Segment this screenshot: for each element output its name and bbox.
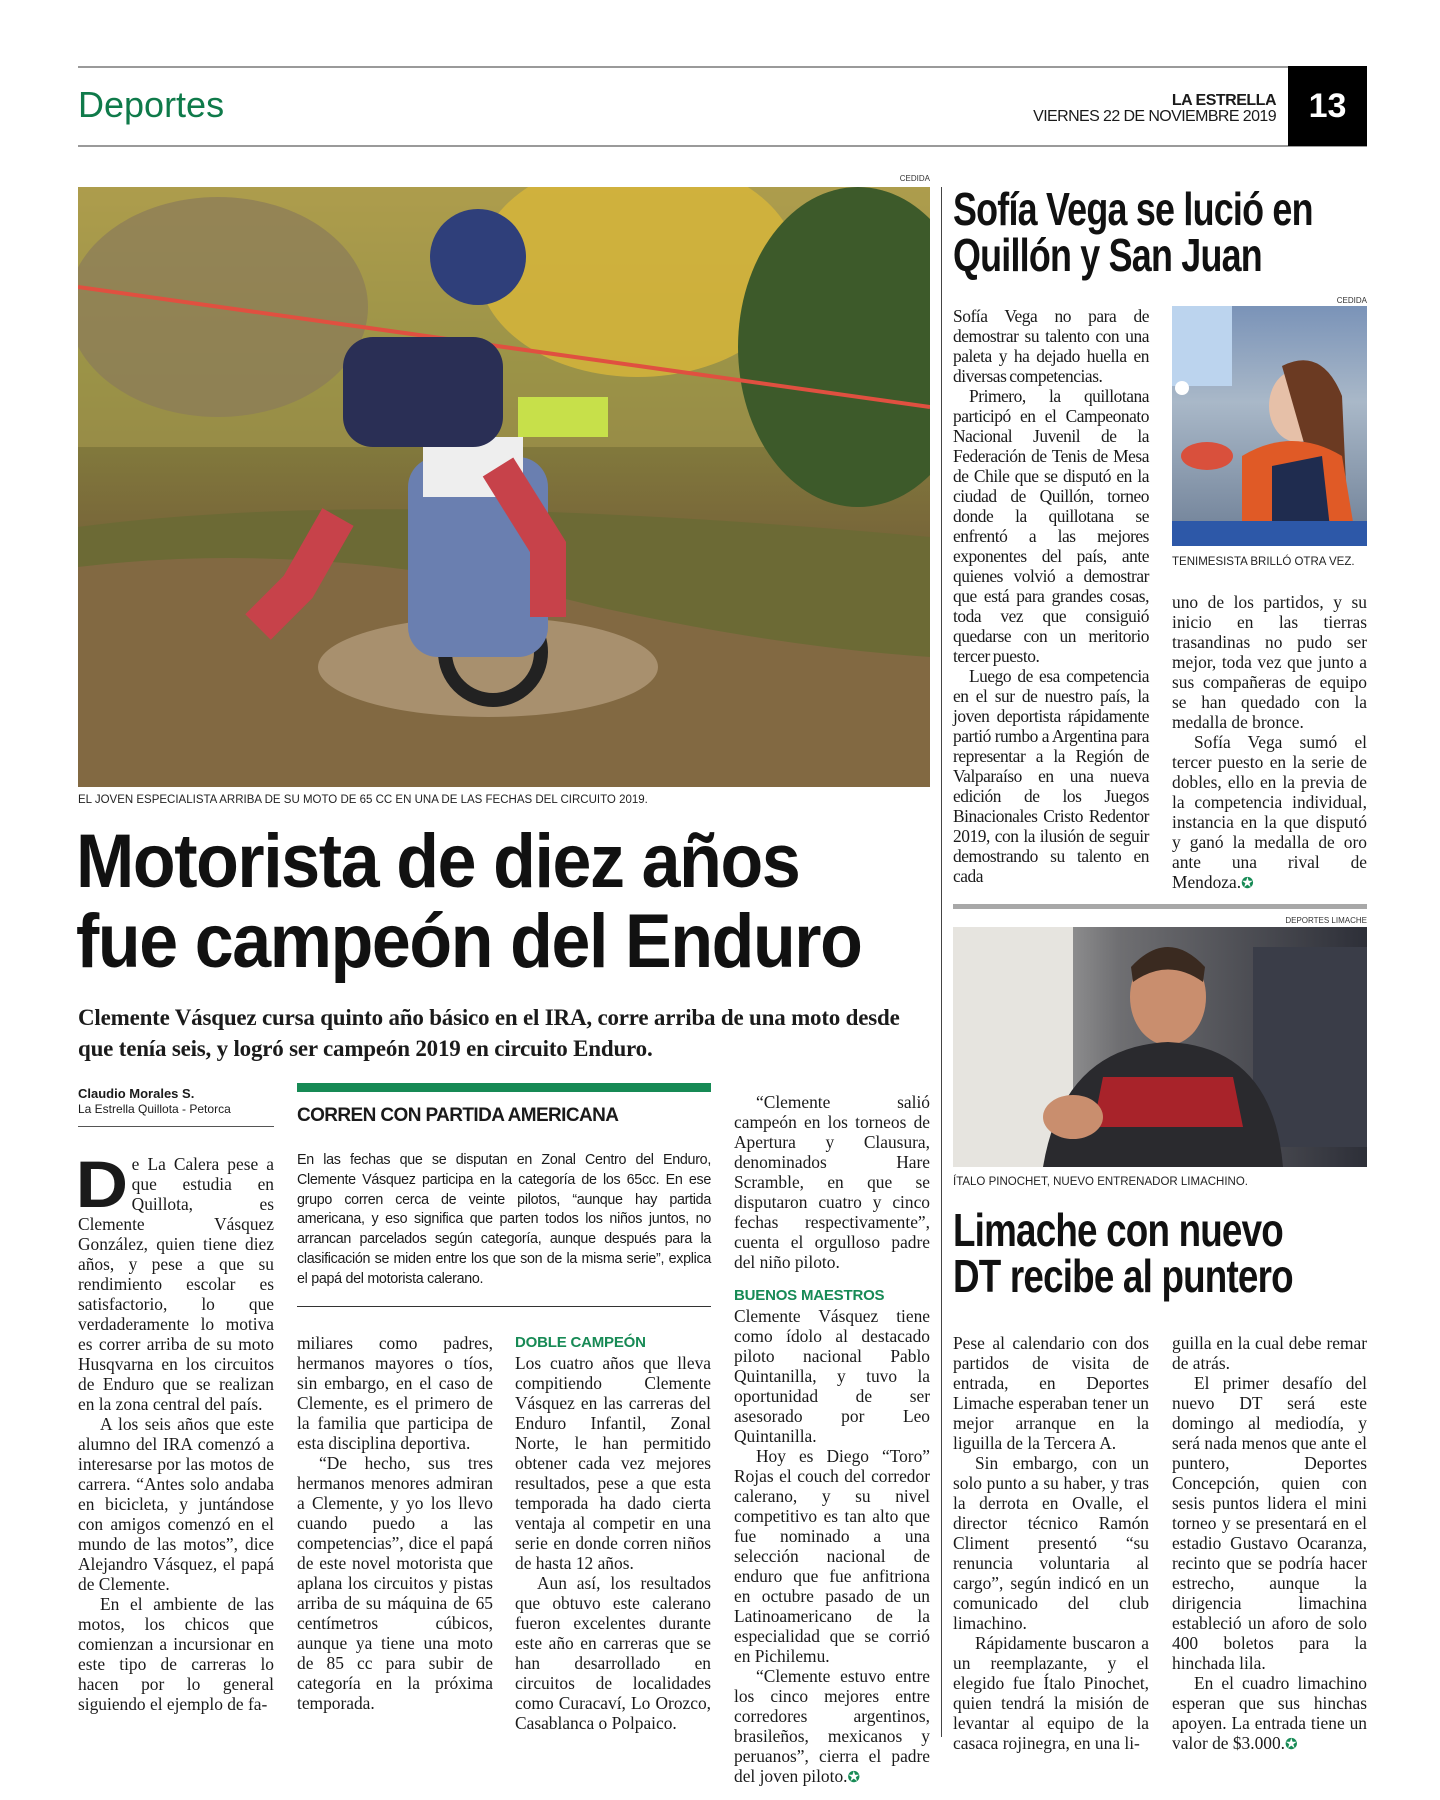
main-photo [78,187,930,787]
limache-photo [953,927,1367,1167]
sofia-photo [1172,306,1367,546]
main-subheadline: Clemente Vásquez cursa quinto año básico en el IRA, corre arriba de una moto desde que tenía seis, y logró ser campeón 2019 en circuito Enduro. [78,1005,900,1061]
main-col2 [297,1333,493,1713]
main-photo-credit: CEDIDA [899,174,930,183]
header-top-rule [78,66,1367,68]
main-headline-line1: Motorista de diez años [76,819,800,904]
limache-headline-line1: Limache con nuevo [953,1204,1283,1256]
paragraph: Sin embargo, con un solo punto a su haber, y tras la derrota en Ovalle, el director técnico Ramón Climent presentó “su renuncia voluntaria al cargo”, según indicó en un comunicado del club limachino. [953,1453,1149,1633]
byline-outlet: La Estrella Quillota - Petorca [78,1102,231,1116]
byline-rule [78,1126,274,1127]
sidebar-box-title: CORREN CON PARTIDA AMERICANA [297,1105,619,1126]
paragraph: Aun así, los resultados que obtuvo este calerano fueron excelentes durante este año en carreras que se han desarrollado en circuitos de localidades como Curacaví, Lo Orozco, Casablanca o Polpaico. [515,1573,711,1733]
sofia-col2 [1172,592,1367,894]
end-mark-icon: ✪ [847,1770,861,1786]
limache-photo-credit: DEPORTES LIMACHE [1285,916,1367,925]
sofia-col1 [953,306,1149,886]
lead-paragraph: De La Calera pese a que estudia en Quillota, es Clemente Vásquez González, quien tiene diez años, y pese a que su rendimiento escolar es satisfactorio, lo que verdaderamente lo motiva es correr arriba de su moto Husqvarna en los circuitos de Enduro que se realizan en la zona central del país. [75,1147,274,1414]
paragraph: miliares como padres, hermanos mayores o tíos, sin embargo, en el caso de Clemente, es el primero de la familia que participa de esta disciplina deportiva. [297,1333,493,1453]
paragraph: Hoy es Diego “Toro” Rojas el couch del corredor calerano, y su nivel competitivo es tan alto que fue nominado a una selección nacional de enduro que fue anfitriona en octubre pasado de un Latinoamericano de la especialidad que se corrió en Pichilemu. [734,1446,930,1666]
section-heading-buenos-maestros: BUENOS MAESTROS [734,1287,885,1304]
sofia-photo-credit: CEDIDA [1336,296,1367,305]
limache-col2 [1172,1333,1367,1755]
end-mark-icon: ✪ [1285,1737,1298,1753]
column-divider [941,187,942,1737]
issue-date: VIERNES 22 DE NOVIEMBRE 2019 [1033,108,1276,125]
sofia-headline-line1: Sofía Vega se lució en [953,183,1313,235]
drop-cap: D [75,1147,129,1221]
paragraph: Primero, la quillotana participó en el Campeonato Nacional Juvenil de la Federación de Tenis de Mesa de Chile que se disputó en la ciudad de Quillón, torneo donde la quillotana se enfrentó a las mejores exponentes del país, ante quienes volvió a demostrar que está para grandes cosas, toda vez que consiguió quedarse con un meritorio tercer puesto. [953,386,1149,666]
paragraph: El primer desafío del nuevo DT será este domingo al mediodía, y será nada menos que ante el puntero, Deportes Concepción, quien con sesis puntos lidera el mini torneo y se presentará en el estadio Gustavo Ocaranza, recinto que se podría hacer estrecho, aunque la dirigencia limachina estableció un aforo de solo 400 boletos para la hinchada lila. [1172,1373,1367,1673]
paragraph: Rápidamente buscaron a un reemplazante, y el elegido fue Ítalo Pinochet, quien tendrá la misión de levantar al equipo de la casaca rojinegra, en una li- [953,1633,1149,1753]
sofia-photo-caption: TENIMESISTA BRILLÓ OTRA VEZ. [1172,556,1355,568]
paragraph: En el cuadro limachino esperan que sus hinchas apoyen. La entrada tiene un valor de $3.000.✪ [1172,1673,1367,1753]
paragraph: A los seis años que este alumno del IRA comenzó a interesarse por las motos de carrera. “Antes solo andaba en bicicleta, y juntándose con amigos comenzó en el mundo de las motos”, dice Alejandro Vásquez, el papá de Clemente. [78,1414,274,1594]
paragraph: “Clemente estuvo entre los cinco mejores entre corredores argentinos, brasileños, mexicanos y peruanos”, cierra el padre del joven piloto.✪ [734,1666,930,1786]
coach-portrait-illustration [953,927,1367,1167]
paragraph: Sofía Vega sumó el tercer puesto en la serie de dobles, ello en la previa de la competencia individual, instancia en la que disputó y ganó la medalla de oro ante una rival de Mendoza.✪ [1172,732,1367,892]
section-heading-doble-campeon: DOBLE CAMPEÓN [515,1334,646,1351]
paragraph: Sofía Vega no para de demostrar su talento con una paleta y ha dejado huella en diversas competencias. [953,306,1149,386]
section-title: Deportes [78,84,225,125]
paragraph: Luego de esa competencia en el sur de nuestro país, la joven deportista rápidamente partió rumbo a Argentina para representar a la Región de Valparaíso en una nueva edición de los Juegos Binacionales Cristo Redentor 2019, con la ilusión de seguir demostrando su talento en cada [953,666,1149,886]
header-bottom-rule [78,145,1367,147]
paragraph: “De hecho, sus tres hermanos menores admiran a Clemente, y yo los llevo cuando puedo a las competencias”, dice el papá de este novel motorista que aplana los circuitos y pistas arriba de su máquina de 65 centímetros cúbicos, aunque ya tiene una moto de 85 cc para subir de categoría en la próxima temporada. [297,1453,493,1713]
paragraph: Clemente Vásquez tiene como ídolo al destacado piloto nacional Pablo Quintanilla, y tuvo la oportunidad de ser asesorado por Leo Quintanilla. [734,1306,930,1446]
paragraph: Pese al calendario con dos partidos de visita de entrada, en Deportes Limache esperaban tener un mejor arranque en la liguilla de la Tercera A. [953,1333,1149,1453]
paragraph: “Clemente salió campeón en los torneos de Apertura y Clausura, denominados Hare Scramble, en que se disputaron cuatro y cinco fechas respectivamente”, cuenta el orgulloso padre del niño piloto. [734,1092,930,1272]
paragraph: uno de los partidos, y su inicio en las tierras trasandinas no pudo ser mejor, toda vez que junto a sus compañeras de equipo se han quedado con la medalla de bronce. [1172,592,1367,732]
paragraph: En el ambiente de las motos, los chicos que comienzan a incursionar en este tipo de carreras lo hacen por lo general siguiendo el ejemplo de fa- [78,1594,274,1714]
byline-name: Claudio Morales S. [78,1086,195,1101]
sidebar-box-top-bar [297,1083,711,1092]
limache-col1 [953,1333,1149,1753]
main-col1 [75,1147,274,1714]
main-headline-line2: fue campeón del Enduro [76,899,862,984]
main-col4 [734,1092,930,1788]
end-mark-icon: ✪ [1241,876,1254,892]
limache-photo-caption: ÍTALO PINOCHET, NUEVO ENTRENADOR LIMACHINO. [953,1176,1248,1188]
section-separator [953,904,1367,909]
paper-name: LA ESTRELLA [1171,92,1276,109]
page-number: 13 [1288,66,1367,146]
paragraph: guilla en la cual debe remar de atrás. [1172,1333,1367,1373]
table-tennis-player-illustration [1172,306,1367,546]
limache-headline-line2: DT recibe al puntero [953,1250,1293,1302]
sidebar-box-text: En las fechas que se disputan en Zonal Centro del Enduro, Clemente Vásquez participa en la categoría de los 65cc. En ese grupo corren cerca de veinte pilotos, “aunque hay partida americana, y eso significa que parten todos los niños juntos, no arrancan parcelados según categoría, aunque después para la clasificación se miden entre los que son de la misma serie”, explica el papá del motorista calerano. [297,1152,711,1287]
main-col3 [515,1333,711,1733]
paragraph: Los cuatro años que lleva compitiendo Clemente Vásquez en las carreras del Enduro Infantil, Zonal Norte, le han permitido obtener cada vez mejores resultados, pese a que esta temporada ha dado cierta ventaja al competir en una serie en donde corren niños de hasta 12 años. [515,1353,711,1573]
motocross-rider-illustration [78,187,930,787]
sidebar-box-bottom-rule [297,1306,711,1307]
sofia-headline-line2: Quillón y San Juan [953,229,1262,281]
main-photo-caption: EL JOVEN ESPECIALISTA ARRIBA DE SU MOTO DE 65 CC EN UNA DE LAS FECHAS DEL CIRCUITO 2019. [78,794,648,806]
